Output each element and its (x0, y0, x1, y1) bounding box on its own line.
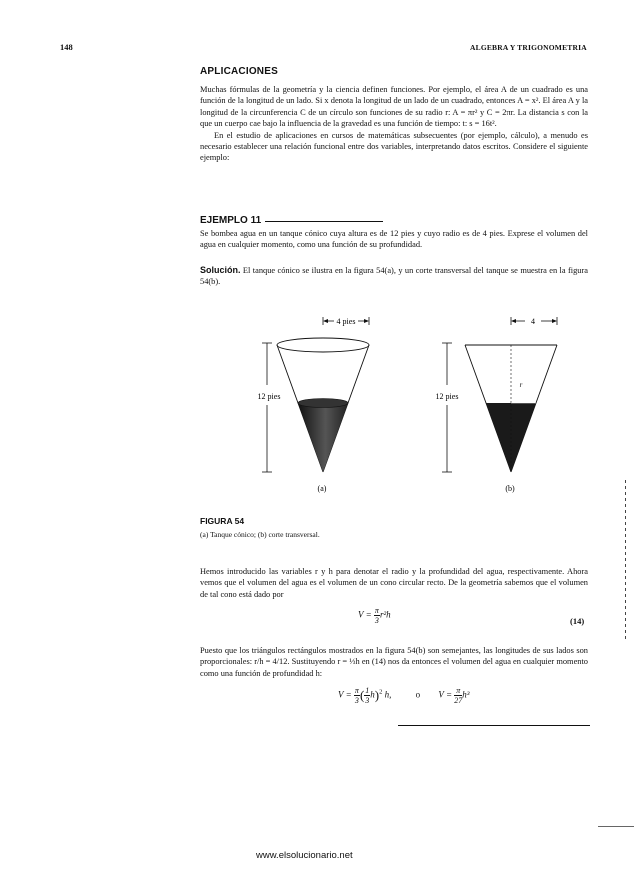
paragraph-after-figure: Hemos introducido las variables r y h para denotar el radio y la profundidad del agua, respectivamente. Ahora vemos que el volumen del agua es el volumen de un cono circular recto. De la geometría sabemos que el volumen de tal cono está dado por (200, 567, 588, 599)
equation-14-den: 3 (374, 616, 379, 625)
final-eq-inner-den: 3 (365, 696, 370, 705)
final-eq-tail-1: h, (382, 689, 392, 700)
final-equation (338, 686, 470, 705)
footer-url[interactable]: www.elsolucionario.net (256, 850, 353, 861)
scan-corner-mark (598, 826, 634, 827)
figure-a-sub-label: (a) (317, 484, 327, 493)
solution-paragraph (200, 265, 588, 288)
final-eq-power: 2 (379, 688, 383, 696)
final-eq-num-2: π (456, 686, 461, 695)
final-eq-tail-2: h³ (462, 689, 470, 700)
figure-a-top-label: 4 pies (336, 317, 356, 326)
closing-rule (398, 725, 590, 726)
final-eq-num-1: π (354, 686, 359, 695)
running-title: ALGEBRA Y TRIGONOMETRIA (470, 43, 587, 52)
example-heading (200, 210, 588, 228)
final-eq-close-paren: ) (374, 687, 380, 703)
figure-b-sub-label: (b) (505, 484, 515, 493)
section-title: APLICACIONES (200, 66, 278, 77)
example-rule (265, 221, 383, 222)
equation-14 (358, 606, 391, 625)
figure-54 (240, 305, 580, 505)
figure-caption-title: FIGURA 54 (200, 516, 245, 526)
final-eq-den-1: 3 (354, 696, 359, 705)
final-eq-den-2: 27 (454, 696, 463, 705)
final-eq-lhs-1: V = (338, 689, 354, 700)
figure-b-side-label: 12 pies (435, 392, 459, 401)
example-title: EJEMPLO 11 (200, 215, 262, 226)
paragraph-final: Puesto que los triángulos rectángulos mostrados en la figura 54(b) son semejantes, las longitudes de sus lados son proporcionales: r/h = 4/12. Sustituyendo r = ⅓h en (14) nos da entonces el volumen del agua en cualquier momento como una función de profundidad h: (200, 646, 588, 678)
example-statement: Se bombea agua en un tanque cónico cuya altura es de 12 pies y cuyo radio es de 4 pies. Exprese el volumen del agua en cualquier momento, como una función de su profundidad. (200, 229, 588, 250)
figure-b-inner-label: r (519, 381, 523, 389)
figure-caption-text: (a) Tanque cónico; (b) corte transversal. (200, 530, 320, 539)
figure-a-side-label: 12 pies (257, 392, 281, 401)
final-eq-inner-num: 1 (365, 686, 370, 695)
intro-text (200, 84, 588, 164)
equation-14-number: (14) (570, 616, 585, 626)
solution-label: Solución. (200, 265, 241, 275)
solution-text: El tanque cónico se ilustra en la figura 54(a), y un corte transversal del tanque se muestra en la figura 54(b). (200, 266, 589, 287)
scan-edge-mark (625, 480, 626, 640)
figure-b-cross-section (442, 317, 557, 472)
intro-paragraph-2: En el estudio de aplicaciones en cursos de matemáticas subsecuentes (por ejemplo, cálculo), a menudo es necesario establecer una relación funcional entre dos variables, interpretando datos escritos. Considere el siguiente ejemplo: (200, 130, 588, 163)
page-number: 148 (60, 42, 73, 52)
intro-paragraph-1: Muchas fórmulas de la geometría y la ciencia definen funciones. Por ejemplo, el área A de un cuadrado es una función de la longitud de un lado. Si x denota la longitud de un lado de un cuadrado, entonces A = x². El área A y la longitud de la circunferencia C de un círculo son funciones de su radio r: A = πr² y C = 2πr. La distancia s con la que un cuerpo cae bajo la influencia de la gravedad es una función de tiempo: t: s = 16t². (200, 85, 588, 129)
equation-14-lhs: V = (358, 609, 374, 620)
final-eq-paren-tail: h (370, 689, 375, 700)
final-eq-open-paren: ( (359, 687, 365, 703)
figure-b-top-label: 4 (531, 317, 535, 326)
final-eq-lhs-2: V = (438, 689, 455, 700)
equation-14-num: π (374, 606, 379, 615)
final-eq-connector: o (415, 689, 421, 700)
equation-14-rhs: r²h (379, 609, 391, 620)
